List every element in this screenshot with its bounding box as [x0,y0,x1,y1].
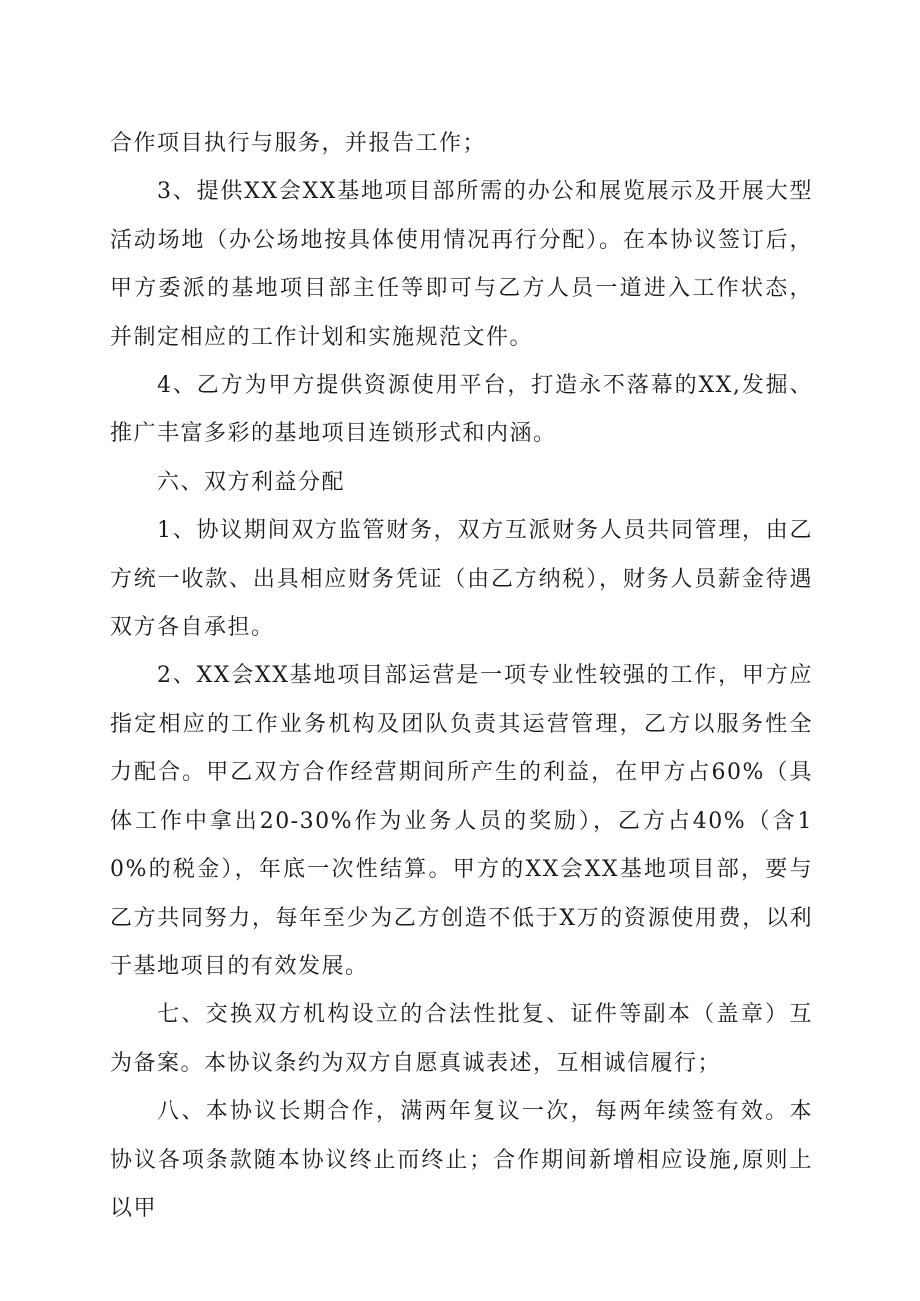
paragraph-clause-5-4: 4、乙方为甲方提供资源使用平台，打造永不落幕的XX,发掘、推广丰富多彩的基地项目连锁形式和内涵。 [110,373,813,447]
paragraph-continuation: 合作项目执行与服务，并报告工作； [110,131,487,156]
section-heading-6: 六、双方利益分配 [157,469,346,495]
paragraph-section-7: 七、交换双方机构设立的合法性批复、证件等副本（盖章）互为备案。本协议条约为双方自愿真诚表述，互相诚信履行； [110,1002,813,1076]
paragraph-section-8: 八、本协议长期合作，满两年复议一次，每两年续签有效。本协议各项条款随本协议终止而终止；合作期间新增相应设施,原则上以甲 [110,1099,813,1221]
document-body [110,120,813,1233]
paragraph-clause-6-1: 1、协议期间双方监管财务，双方互派财务人员共同管理，由乙方统一收款、出具相应财务凭证（由乙方纳税），财务人员薪金待遇双方各自承担。 [110,518,813,641]
paragraph-clause-6-2: 2、XX会XX基地项目部运营是一项专业性较强的工作，甲方应指定相应的工作业务机构及团队负责其运营管理，乙方以服务性全力配合。甲乙双方合作经营期间所产生的利益，在甲方占60%（具体工作中拿出20-30%作为业务人员的奖励），乙方占40%（含10%的税金），年底一次性结算。甲方的XX会XX基地项目部，要与乙方共同努力，每年至少为乙方创造不低于X万的资源使用费，以利于基地项目的有效发展。 [110,663,813,979]
paragraph-clause-5-3: 3、提供XX会XX基地项目部所需的办公和展览展示及开展大型活动场地（办公场地按具体使用情况再行分配）。在本协议签订后，甲方委派的基地项目部主任等即可与乙方人员一道进入工作状态，并制定相应的工作计划和实施规范文件。 [110,179,813,350]
